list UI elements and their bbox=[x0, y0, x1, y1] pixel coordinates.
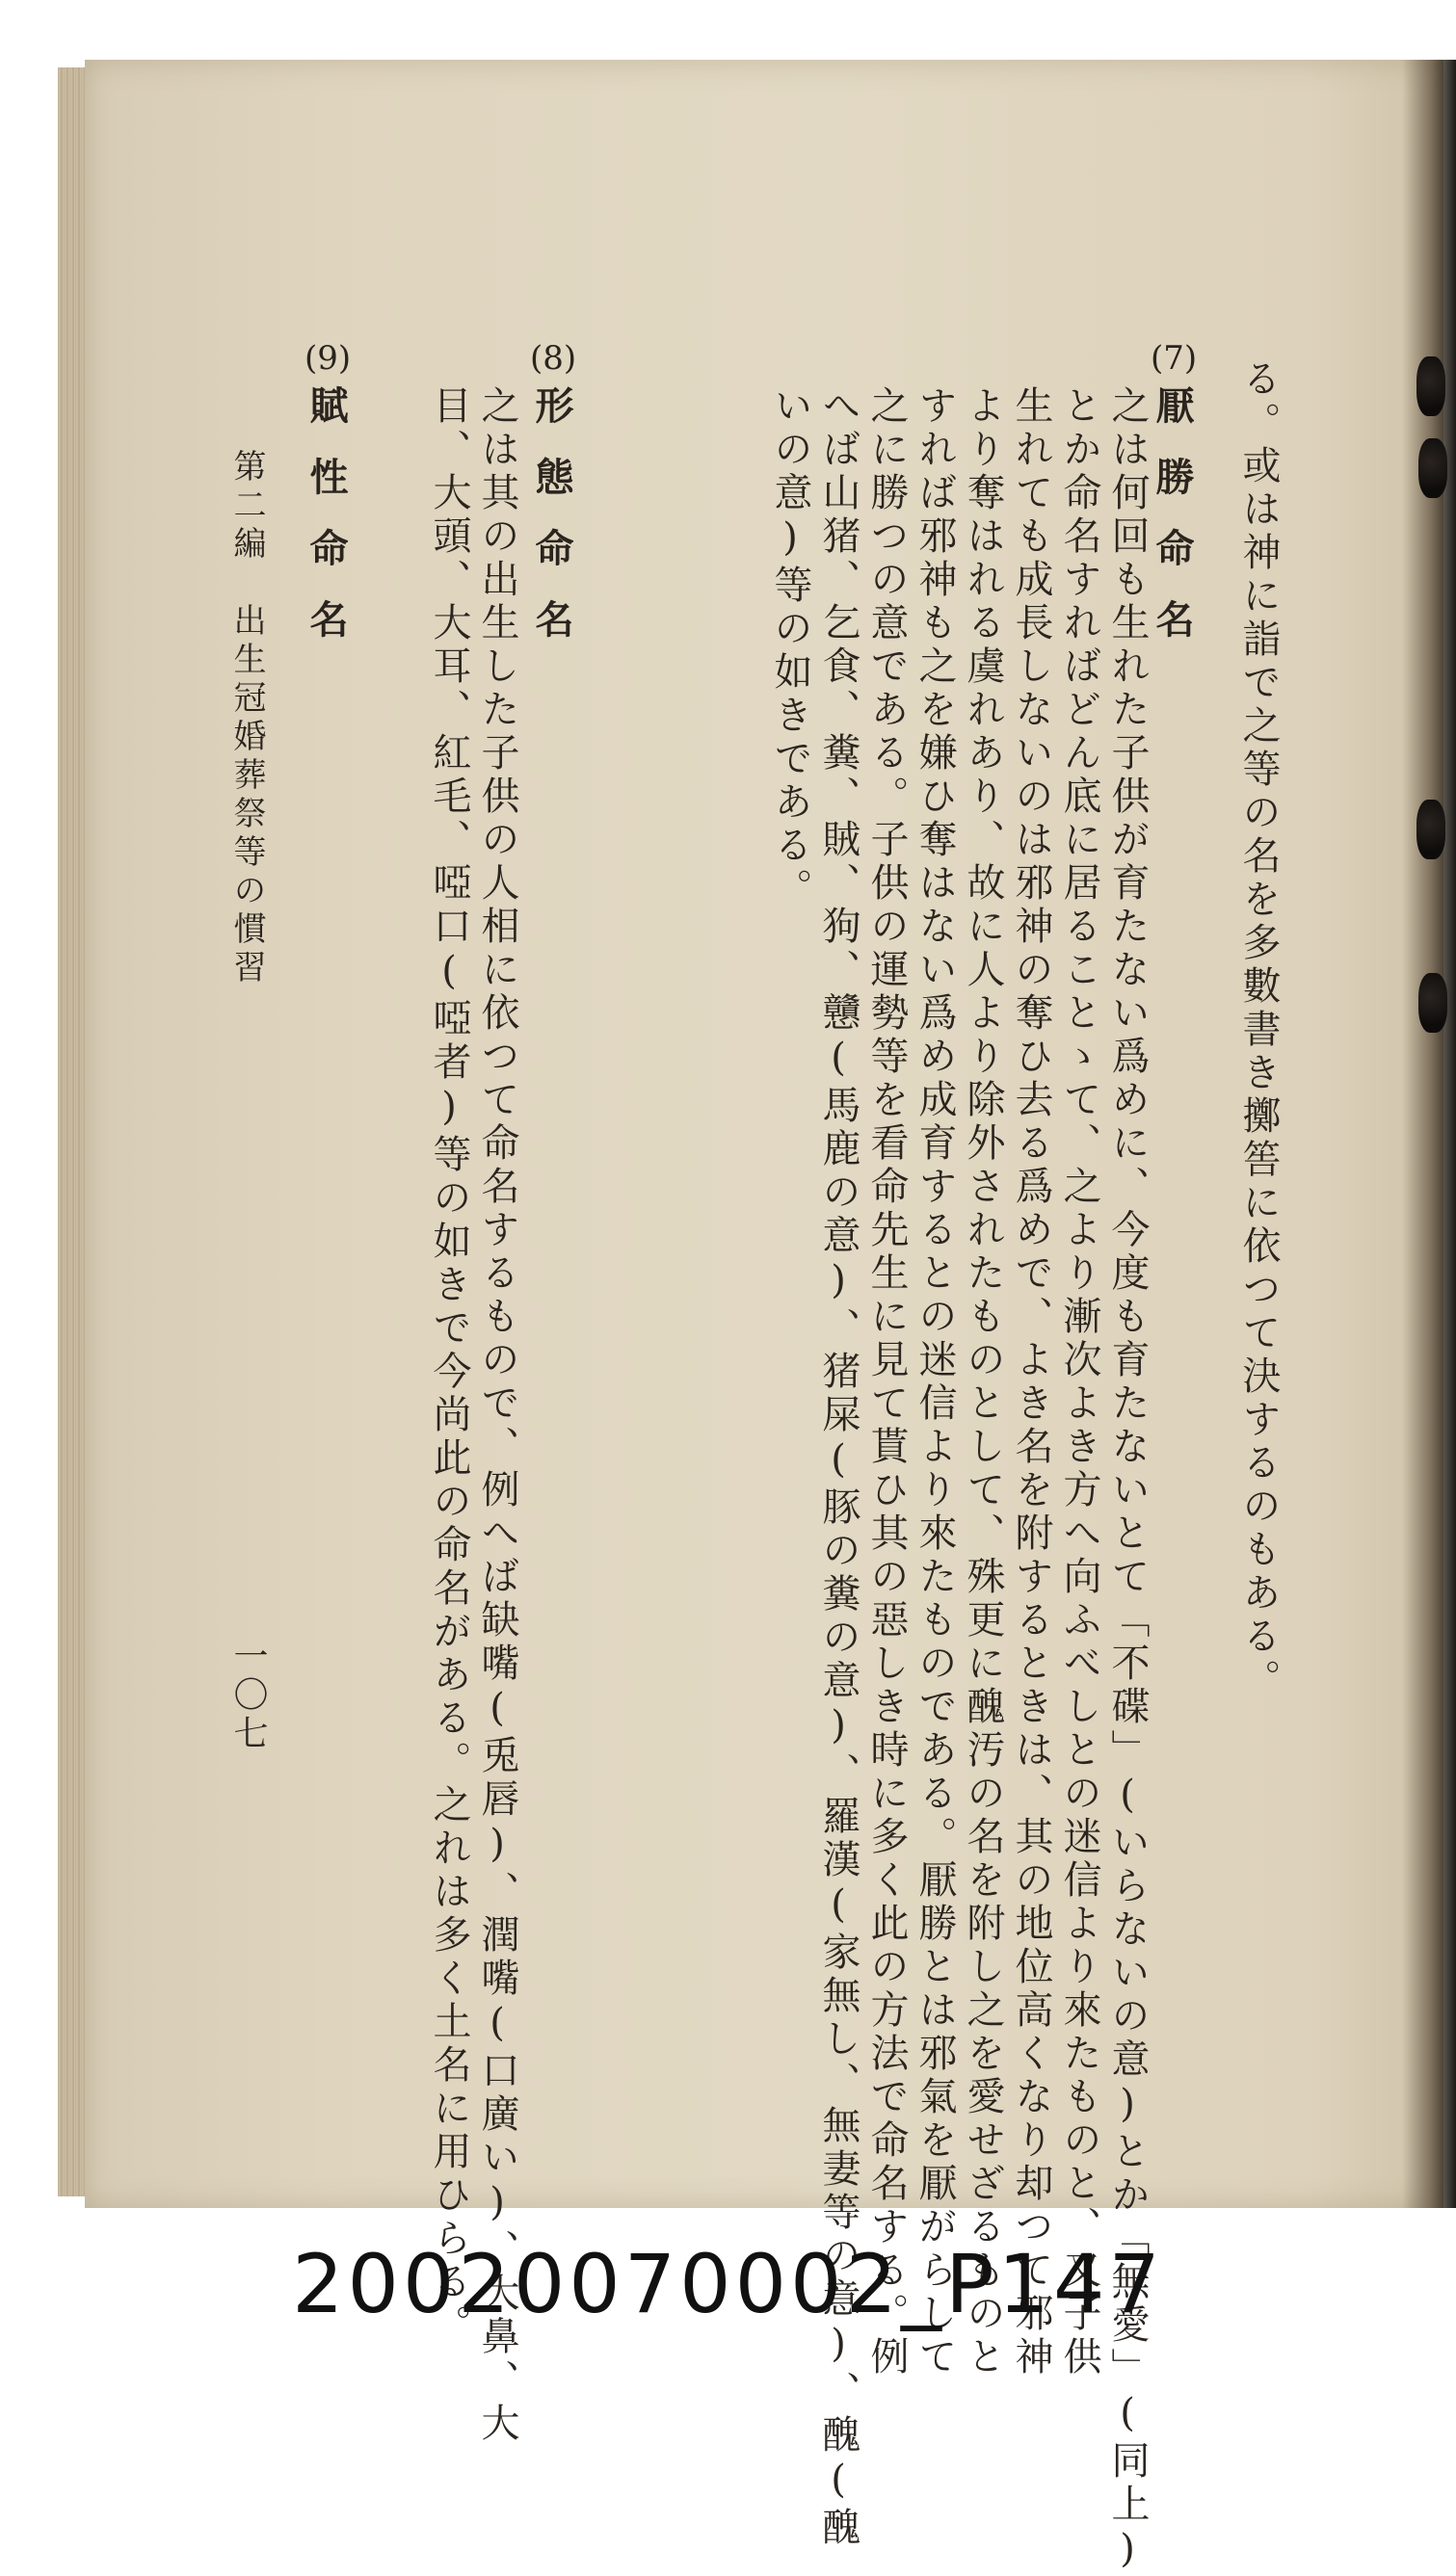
text-column-3: 之は何回も生れた子供が育たない爲めに、今度も育たないとて「不碟」(いらないの意)とか「無愛」(同上) bbox=[1105, 385, 1150, 2576]
text-column-8: 之に勝つの意である。子供の運勢等を看命先生に見て貰ひ其の惡しき時に多く此の方法で命名する。例 bbox=[864, 385, 909, 2379]
text-column-10: いの意)等の如きである。 bbox=[768, 385, 812, 911]
text-column-12: 之は其の出生した子供の人相に依つて命名するもので、例へば缺嘴(兎唇)、潤嘴(口廣い)、大鼻、大 bbox=[475, 385, 519, 2446]
text-column-6: より奪はれる虞れあり、故に人より除外されたものとして、殊更に醜汚の名を附し之を愛せざるものと bbox=[961, 385, 1005, 2379]
binding-hole bbox=[1416, 356, 1445, 416]
heading-ensho-meimei: 厭勝命名 bbox=[1150, 385, 1195, 670]
binding-hole bbox=[1416, 800, 1445, 859]
text-column-13: 目、大頭、大耳、紅毛、啞口(啞者)等の如きで今尚此の命名がある。之れは多く土名に用ひらる。 bbox=[427, 385, 471, 2348]
section-number-8: (8) bbox=[530, 339, 577, 378]
page-number: 一〇七 bbox=[228, 1638, 268, 1753]
section-number-7: (7) bbox=[1151, 339, 1198, 378]
text-column-9: へば山猪、乞食、糞、賊、狗、戇(馬鹿の意)、猪屎(豚の糞の意)、羅漢(家無し、無妻等の意)、醜(醜 bbox=[816, 385, 860, 2550]
text-column-1: る。或は神に詣で之等の名を多數書き擲筶に依つて決するのもある。 bbox=[1236, 358, 1281, 1702]
text-column-5: 生れても成長しないのは邪神の奪ひ去る爲めで、よき名を附するときは、其の地位高くなり却つて邪神 bbox=[1009, 385, 1053, 2379]
text-column-4: とか命名すればどん底に居ることゝて、之より漸次よき方へ向ふべしとの迷信より來たものと、又子供 bbox=[1057, 385, 1101, 2379]
heading-fusei-meimei: 賦性命名 bbox=[304, 385, 349, 670]
image-caption: 20020070002_P147 bbox=[292, 2237, 1164, 2331]
heading-keitai-meimei: 形態命名 bbox=[529, 385, 574, 670]
binding-hole bbox=[1418, 438, 1447, 498]
running-head: 第二編 出生冠婚葬祭等の慣習 bbox=[227, 449, 266, 988]
section-number-9: (9) bbox=[304, 339, 352, 378]
text-column-7: すれば邪神も之を嫌ひ奪はない爲め成育するとの迷信より來たものである。厭勝とは邪氣を厭がらして bbox=[913, 385, 957, 2379]
binding-hole bbox=[1418, 973, 1447, 1033]
